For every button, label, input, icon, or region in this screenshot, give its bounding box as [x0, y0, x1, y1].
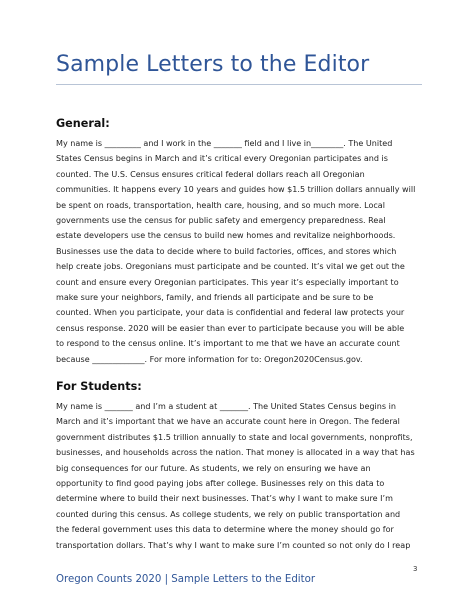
text-line: Businesses use the data to decide where to build factories, offices, and stores which [56, 246, 397, 256]
text-line: counted. When you participate, your data is confidential and federal law protects your [56, 308, 405, 318]
text-line: governments use the census for public safety and emergency preparedness. Real [56, 216, 386, 226]
title-divider [56, 84, 422, 85]
text-line: the federal government uses this data to determine where the money should go for [56, 525, 394, 535]
text-line: States Census begins in March and it’s critical every Oregonian participates and is [56, 154, 388, 164]
text-line: March and it’s important that we have an accurate count here in Oregon. The federal [56, 417, 400, 427]
page-title: Sample Letters to the Editor [56, 52, 370, 77]
section-heading-students: For Students: [56, 380, 142, 393]
text-line: counted. The U.S. Census ensures critical federal dollars reach all Oregonian [56, 169, 365, 179]
text-line: make sure your neighbors, family, and friends all participate and be sure to be [56, 293, 374, 303]
text-line: help create jobs. Oregonians must participate and be counted. It’s vital we get out the [56, 262, 405, 272]
text-line: estate developers use the census to build new homes and revitalize neighborhoods. [56, 231, 396, 241]
section-heading-general: General: [56, 117, 110, 130]
text-line: big consequences for our future. As students, we rely on ensuring we have an [56, 463, 371, 473]
text-line: communities. It happens every 10 years and guides how $1.5 trillion dollars annually will [56, 185, 416, 195]
text-line: My name is _________ and I work in the _______ field and I live in________. The United [56, 139, 393, 148]
text-line: transportation dollars. That’s why I want to make sure I’m counted so not only do I reap [56, 540, 411, 550]
text-line: determine where to build their next businesses. That’s why I want to make sure I’m [56, 494, 393, 504]
text-line: because _____________. For more information for to: Oregon2020Census.gov. [56, 354, 363, 364]
text-line: opportunity to find good paying jobs after college. Businesses rely on this data to [56, 479, 385, 489]
page-footer: Oregon Counts 2020 | Sample Letters to the Editor [56, 574, 316, 585]
text-line: be spent on roads, transportation, health care, housing, and so much more. Local [56, 200, 385, 210]
students-letter-body [56, 399, 426, 553]
text-line: to respond to the census online. It’s important to me that we have an accurate count [56, 339, 400, 349]
text-line: count and ensure every Oregonian participates. This year it’s especially important to [56, 277, 399, 287]
text-line: businesses, and households across the nation. That money is allocated in a way that has [56, 448, 415, 458]
text-line: census response. 2020 will be easier than ever to participate because you will be able [56, 323, 405, 333]
page-number: 3 [413, 565, 418, 573]
text-line: My name is _______ and I’m a student at _______. The United States Census begins in [56, 402, 396, 411]
general-letter-body [56, 136, 426, 367]
text-line: counted during this census. As college students, we rely on public transportation and [56, 509, 401, 519]
text-line: government distributes $1.5 trillion annually to state and local governments, nonprofits, [56, 432, 413, 442]
